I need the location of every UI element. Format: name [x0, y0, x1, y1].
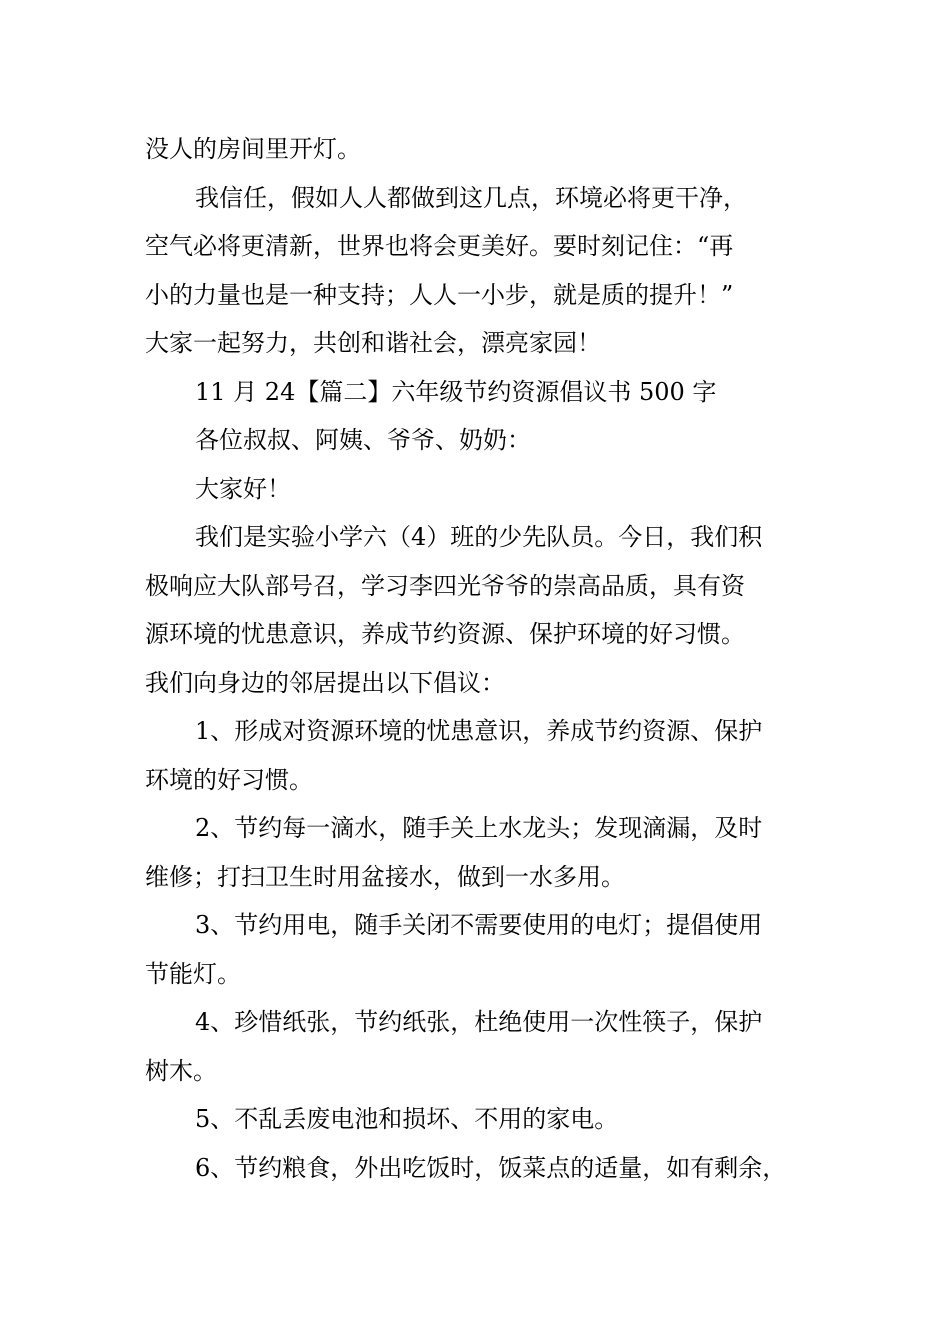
list-item-6	[145, 1144, 835, 1193]
section-heading	[145, 368, 835, 417]
greeting	[145, 465, 835, 514]
text-line: 小的力量也是一种支持；人人一小步，就是质的提升！”	[145, 280, 734, 309]
list-item-1	[145, 707, 835, 804]
paragraph-conclusion	[145, 174, 835, 368]
salutation	[145, 416, 835, 465]
text-line: 环境的好习惯。	[145, 765, 313, 794]
text-line: 各位叔叔、阿姨、爷爷、奶奶：	[195, 426, 531, 454]
text-line: 5、不乱丢废电池和损坏、不用的家电。	[195, 1105, 619, 1133]
text-line: 极响应大队部号召，学习李四光爷爷的崇高品质，具有资	[145, 571, 745, 600]
text-line: 源环境的忧患意识，养成节约资源、保护环境的好习惯。	[145, 620, 745, 648]
text-line: 3、节约用电，随手关闭不需要使用的电灯；提倡使用	[195, 911, 763, 939]
list-item-5	[145, 1095, 835, 1144]
text-line: 大家一起努力，共创和谐社会，漂亮家园！	[145, 329, 601, 357]
list-item-4	[145, 998, 835, 1095]
text-line: 维修；打扫卫生时用盆接水，做到一水多用。	[145, 862, 625, 891]
text-line: 空气必将更清新，世界也将会更美好。要时刻记住：“再	[145, 232, 734, 260]
text-line: 大家好！	[195, 474, 291, 503]
list-item-3	[145, 901, 835, 998]
heading-line: 11 月 24【篇二】六年级节约资源倡议书 500 字	[195, 377, 717, 406]
text-line: 节能灯。	[145, 959, 241, 988]
text-line: 没人的房间里开灯。	[145, 135, 361, 163]
text-line: 4、珍惜纸张，节约纸张，杜绝使用一次性筷子，保护	[195, 1008, 763, 1036]
text-line: 树木。	[145, 1056, 217, 1085]
text-line: 2、节约每一滴水，随手关上水龙头；发现滴漏，及时	[195, 814, 763, 842]
text-line: 我信任，假如人人都做到这几点，环境必将更干净，	[195, 183, 747, 212]
text-line: 我们向身边的邻居提出以下倡议：	[145, 668, 505, 697]
paragraph-intro	[145, 513, 835, 707]
text-line: 6、节约粮食，外出吃饭时，饭菜点的适量，如有剩余，	[195, 1153, 787, 1182]
paragraph-continuation	[145, 125, 835, 174]
text-line: 1、形成对资源环境的忧患意识，养成节约资源、保护	[195, 717, 763, 745]
document-body	[145, 125, 835, 1192]
list-item-2	[145, 804, 835, 901]
text-line: 我们是实验小学六（4）班的少先队员。今日，我们积	[195, 523, 763, 551]
